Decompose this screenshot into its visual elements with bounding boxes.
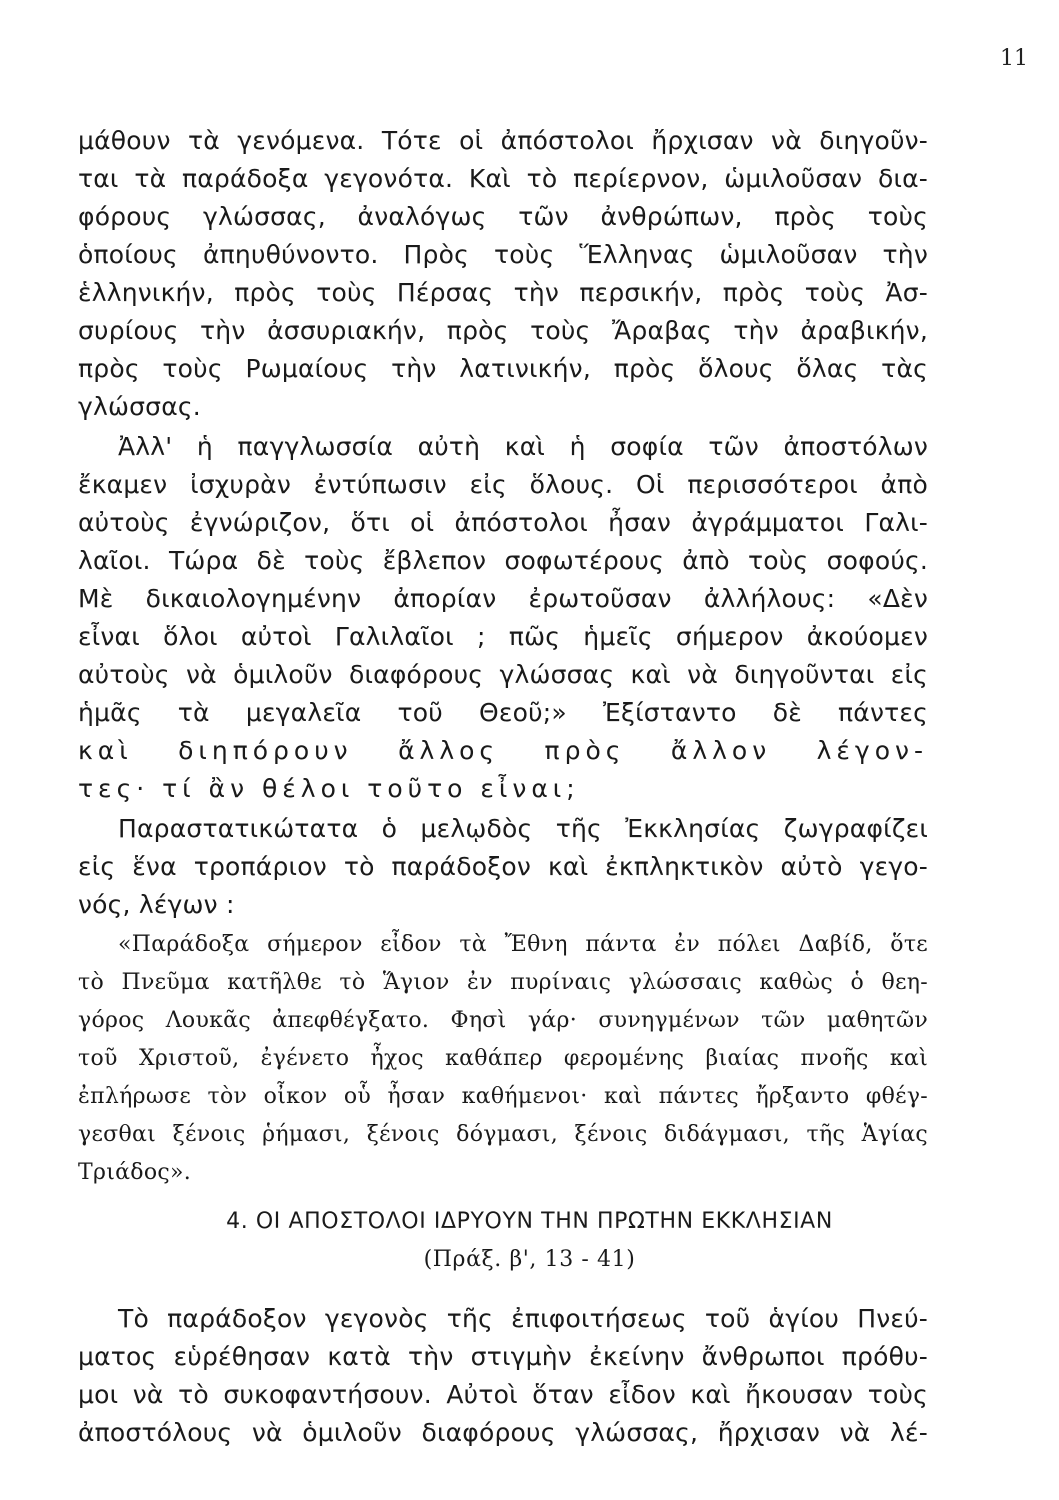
- text-line: μάθουν τὰ γενόμενα. Τότε οἱ ἀπόστολοι ἤρχισαν νὰ διηγοῦν-: [78, 126, 928, 155]
- text-line: γλώσσας.: [78, 392, 201, 421]
- text-line: ἀποστόλους νὰ ὁμιλοῦν διαφόρους γλώσσας, ἤρχισαν νὰ λέ-: [78, 1418, 928, 1447]
- text-line: συρίους τὴν ἀσσυριακήν, πρὸς τοὺς Ἄραβας τὴν ἀραβικήν,: [78, 316, 928, 345]
- text-line: Τὸ παράδοξον γεγονὸς τῆς ἐπιφοιτήσεως τοῦ ἁγίου Πνεύ-: [118, 1304, 928, 1333]
- text-line: ματος εὑρέθησαν κατὰ τὴν στιγμὴν ἐκείνην ἄνθρωποι πρόθυ-: [78, 1342, 928, 1371]
- text-line: ται τὰ παράδοξα γεγονότα. Καὶ τὸ περίερνον, ὡμιλοῦσαν δια-: [78, 164, 928, 193]
- text-line: ἡμᾶς τὰ μεγαλεῖα τοῦ Θεοῦ;» Ἐξίσταντο δὲ πάντες: [78, 698, 928, 727]
- text-line: ἑλληνικήν, πρὸς τοὺς Πέρσας τὴν περσικήν, πρὸς τοὺς Ἀσ-: [78, 278, 928, 307]
- text-line: μοι νὰ τὸ συκοφαντήσουν. Αὐτοὶ ὅταν εἶδον καὶ ἤκουσαν τοὺς: [78, 1380, 928, 1409]
- section-heading: 4. ΟΙ ΑΠΟΣΤΟΛΟΙ ΙΔΡΥΟΥΝ ΤΗΝ ΠΡΩΤΗΝ ΕΚΚΛΗΣΙΑΝ: [226, 1209, 833, 1234]
- text-line: Μὲ δικαιολογημένην ἀπορίαν ἐρωτοῦσαν ἀλλήλους: «Δὲν: [78, 584, 928, 613]
- text-line: αὐτοὺς νὰ ὁμιλοῦν διαφόρους γλώσσας καὶ νὰ διηγοῦνται εἰς: [78, 660, 928, 689]
- spaced-text-line: τες· τί ἂν θέλοι τοῦτο εἶναι;: [78, 774, 580, 803]
- text-line: φόρους γλώσσας, ἀναλόγως τῶν ἀνθρώπων, πρὸς τοὺς: [78, 202, 928, 231]
- text-line: αὐτοὺς ἐγνώριζον, ὅτι οἱ ἀπόστολοι ἦσαν ἀγράμματοι Γαλι-: [78, 508, 928, 537]
- quote-line: «Παράδοξα σήμερον εἶδον τὰ Ἔθνη πάντα ἐν πόλει Δαβίδ, ὅτε: [118, 932, 928, 957]
- text-line: Ἀλλ' ἡ παγγλωσσία αὐτὴ καὶ ἡ σοφία τῶν ἀποστόλων: [118, 432, 928, 461]
- page-number: 11: [1000, 46, 1028, 71]
- text-line: νός, λέγων :: [78, 890, 235, 919]
- quote-line: γόρος Λουκᾶς ἀπεφθέγξατο. Φησὶ γάρ· συνηγμένων τῶν μαθητῶν: [78, 1008, 928, 1033]
- text-line: εἶναι ὅλοι αὐτοὶ Γαλιλαῖοι ; πῶς ἡμεῖς σήμερον ἀκούομεν: [78, 622, 928, 651]
- text-line: λαῖοι. Τώρα δὲ τοὺς ἔβλεπον σοφωτέρους ἀπὸ τοὺς σοφούς.: [78, 546, 928, 575]
- quote-line: γεσθαι ξένοις ῥήμασι, ξένοις δόγμασι, ξένοις διδάγμασι, τῆς Ἁγίας: [78, 1122, 928, 1147]
- quote-line: ἐπλήρωσε τὸν οἶκον οὗ ἦσαν καθήμενοι· καὶ πάντες ἤρξαντο φθέγ-: [78, 1084, 928, 1109]
- text-line: εἰς ἕνα τροπάριον τὸ παράδοξον καὶ ἐκπληκτικὸν αὐτὸ γεγο-: [78, 852, 928, 881]
- text-line: ἔκαμεν ἰσχυρὰν ἐντύπωσιν εἰς ὅλους. Οἱ περισσότεροι ἀπὸ: [78, 470, 928, 499]
- spaced-text-line: καὶ διηπόρουν ἄλλος πρὸς ἄλλον λέγον-: [78, 736, 928, 765]
- quote-line: τοῦ Χριστοῦ, ἐγένετο ἦχος καθάπερ φερομένης βιαίας πνοῆς καὶ: [78, 1046, 928, 1071]
- text-line: ὁποίους ἀπηυθύνοντο. Πρὸς τοὺς Ἕλληνας ὡμιλοῦσαν τὴν: [78, 240, 928, 269]
- section-reference: (Πράξ. β', 13 - 41): [423, 1247, 636, 1272]
- quote-line: τὸ Πνεῦμα κατῆλθε τὸ Ἅγιον ἐν πυρίναις γλώσσαις καθὼς ὁ θεη-: [78, 970, 928, 995]
- quote-line: Τριάδος».: [78, 1160, 192, 1185]
- text-line: Παραστατικώτατα ὁ μελῳδὸς τῆς Ἐκκλησίας ζωγραφίζει: [118, 814, 928, 843]
- text-line: πρὸς τοὺς Ρωμαίους τὴν λατινικήν, πρὸς ὅλους ὅλας τὰς: [78, 354, 928, 383]
